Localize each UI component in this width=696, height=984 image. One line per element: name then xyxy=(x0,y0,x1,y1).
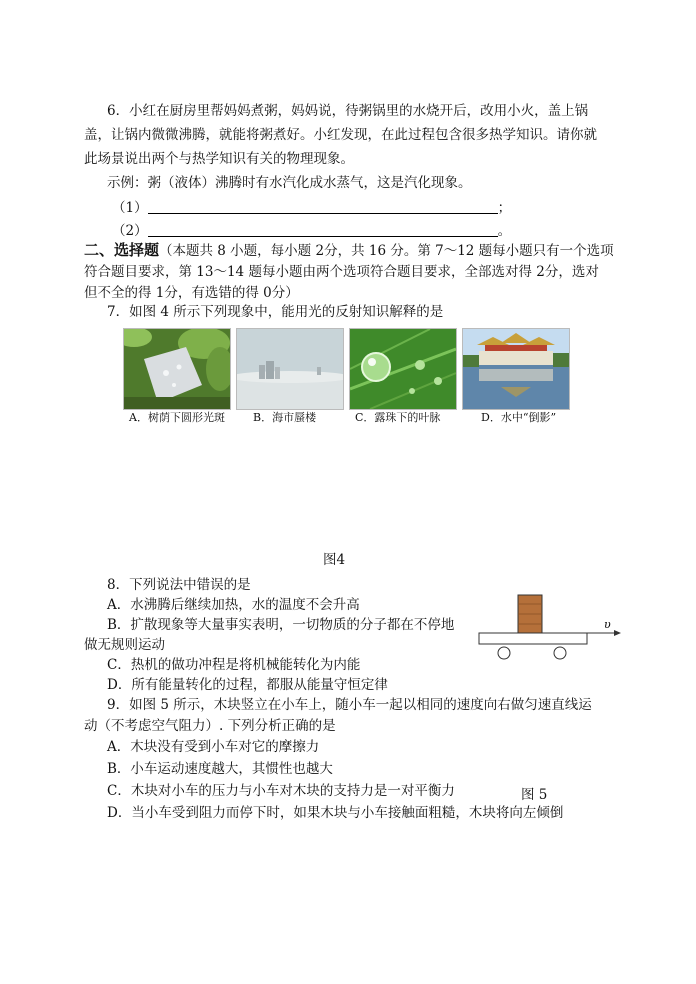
option-a-caption: A．树荫下圆形光斑 xyxy=(129,411,225,424)
figure-4-label: 图4 xyxy=(323,552,346,568)
q8-option-a: A．水沸腾后继续加热，水的温度不会升高 xyxy=(107,597,360,613)
option-c-caption: C．露珠下的叶脉 xyxy=(355,411,441,424)
q7-stem: 7．如图 4 所示下列现象中，能用光的反射知识解释的是 xyxy=(107,304,444,320)
q9-option-b: B．小车运动速度越大，其惯性也越大 xyxy=(107,761,333,777)
q6-blank1-label: （1） xyxy=(112,200,148,216)
section2-heading: 二、选择题 xyxy=(84,241,160,259)
q8-option-c: C．热机的做功冲程是将机械能转化为内能 xyxy=(107,657,361,673)
velocity-label: υ xyxy=(604,618,611,631)
photo-water-reflection xyxy=(462,328,570,410)
q6-blank2-end: 。 xyxy=(497,223,512,239)
section2-intro-text: （本题共 8 小题，每小题 2分，共 16 分。第 7～12 题每小题只有一个选项 xyxy=(159,243,614,259)
q6-answer-2 xyxy=(112,221,511,241)
dew-leaf-image xyxy=(350,329,456,409)
reflection-image xyxy=(463,329,569,409)
q8-option-b-2: 做无规则运动 xyxy=(84,637,165,653)
q6-answer-blank-2[interactable] xyxy=(148,222,498,237)
q6-line-2: 盖，让锅内微微沸腾，就能将粥煮好。小红发现，在此过程包含很多热学知识。请你就 xyxy=(84,127,597,143)
q6-blank2-label: （2） xyxy=(112,223,148,239)
option-b-caption: B．海市蜃楼 xyxy=(253,411,317,424)
q9-option-c: C．木块对小车的压力与小车对木块的支持力是一对平衡力 xyxy=(107,783,455,799)
section2-intro-3: 但不全的得 1分，有选错的得 0分） xyxy=(84,285,299,301)
tree-shade-image xyxy=(124,329,230,409)
figure-5-label: 图 5 xyxy=(521,787,548,803)
q9-option-a: A．木块没有受到小车对它的摩擦力 xyxy=(107,739,320,755)
section2-intro-2: 符合题目要求，第 13～14 题每小题由两个选项符合题目要求，全部选对得 2分，选对 xyxy=(84,264,599,280)
q6-line-1: 6．小红在厨房里帮妈妈煮粥，妈妈说，待粥锅里的水烧开后，改用小火，盖上锅 xyxy=(107,103,589,119)
q6-example: 示例：粥（液体）沸腾时有水汽化成水蒸气，这是汽化现象。 xyxy=(107,175,472,191)
option-d-caption: D．水中“倒影” xyxy=(481,411,557,424)
photo-mirage xyxy=(236,328,344,410)
photo-dew-leaf xyxy=(349,328,457,410)
photo-tree-shade-light-spot xyxy=(123,328,231,410)
q6-answer-1 xyxy=(112,198,511,218)
q6-answer-blank-1[interactable] xyxy=(148,199,498,214)
q8-stem: 8．下列说法中错误的是 xyxy=(107,577,251,593)
mirage-image xyxy=(237,329,343,409)
q9-line-1: 9．如图 5 所示，木块竖立在小车上，随小车一起以相同的速度向右做匀速直线运 xyxy=(107,697,592,713)
q6-line-3: 此场景说出两个与热学知识有关的物理现象。 xyxy=(84,151,354,167)
section2-intro-1 xyxy=(84,240,614,261)
q8-option-b-1: B．扩散现象等大量事实表明，一切物质的分子都在不停地 xyxy=(107,617,455,633)
q9-option-d: D．当小车受到阻力而停下时，如果木块与小车接触面粗糙，木块将向左倾倒 xyxy=(107,805,564,821)
figure-5-cart-diagram xyxy=(476,592,626,662)
q8-option-d: D．所有能量转化的过程，都服从能量守恒定律 xyxy=(107,677,388,693)
q9-line-2: 动（不考虑空气阻力）. 下列分析正确的是 xyxy=(84,718,336,734)
q6-blank1-end: ； xyxy=(497,200,512,216)
